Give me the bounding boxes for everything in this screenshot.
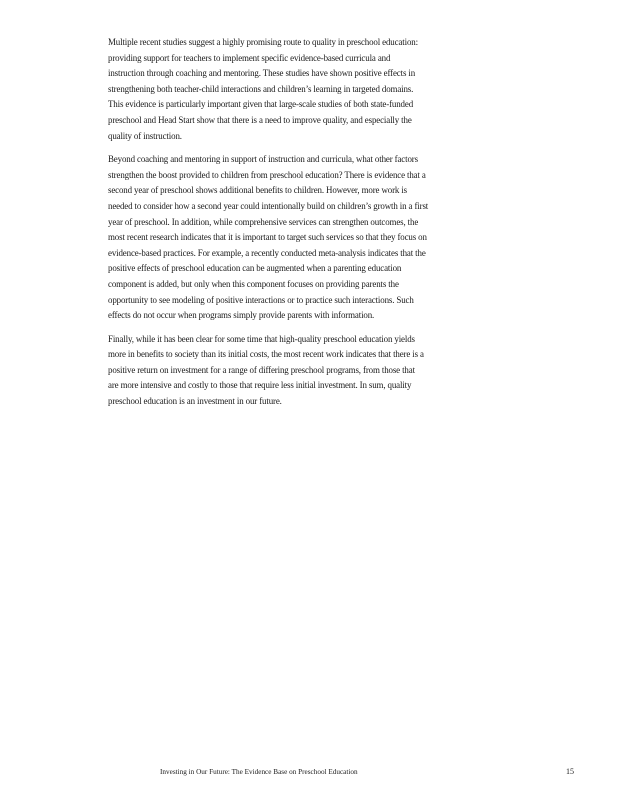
text-line: instruction through coaching and mentoring. These studies have shown positive effects in: [108, 68, 416, 80]
text-line: are more intensive and costly to those that require less initial investment. In sum, quality: [108, 380, 412, 392]
text-line: Multiple recent studies suggest a highly promising route to quality in preschool education:: [108, 37, 418, 48]
paragraph-1: [108, 35, 470, 144]
text-line: component is added, but only when this component focuses on providing parents the: [108, 278, 399, 290]
text-line: positive effects of preschool education can be augmented when a parenting education: [108, 263, 402, 275]
page-number: 15: [566, 767, 574, 776]
text-line: more in benefits to society than its initial costs, the most recent work indicates that there is a: [108, 349, 424, 361]
paragraph-3: [108, 332, 470, 410]
text-line: positive return on investment for a range of differing preschool programs, from those that: [108, 364, 415, 376]
text-line: most recent research indicates that it is important to target such services so that they focus on: [108, 232, 427, 244]
text-line: second year of preschool shows additional benefits to children. However, more work is: [108, 185, 407, 197]
body-text: [108, 35, 470, 418]
text-line: effects do not occur when programs simply provide parents with information.: [108, 310, 375, 322]
text-line: preschool and Head Start show that there is a need to improve quality, and especially the: [108, 114, 412, 126]
text-line: needed to consider how a second year could intentionally build on children’s growth in a first: [108, 200, 429, 212]
text-line: This evidence is particularly important given that large-scale studies of both state-funded: [108, 99, 414, 111]
text-line: evidence-based practices. For example, a recently conducted meta-analysis indicates that the: [108, 247, 426, 259]
text-line: providing support for teachers to implement specific evidence-based curricula and: [108, 52, 391, 64]
text-line: strengthen the boost provided to children from preschool education? There is evidence that a: [108, 169, 426, 181]
footer-title: Investing in Our Future: The Evidence Base on Preschool Education: [160, 767, 358, 776]
text-line: opportunity to see modeling of positive interactions or to practice such interactions. Such: [108, 294, 414, 306]
text-line: preschool education is an investment in our future.: [108, 396, 282, 408]
paragraph-2: [108, 152, 470, 324]
text-line: quality of instruction.: [108, 130, 182, 142]
text-line: strengthening both teacher-child interactions and children’s learning in targeted domains.: [108, 83, 414, 95]
text-line: Finally, while it has been clear for some time that high-quality preschool education yields: [108, 333, 415, 345]
text-line: year of preschool. In addition, while comprehensive services can strengthen outcomes, the: [108, 216, 419, 228]
text-line: Beyond coaching and mentoring in support of instruction and curricula, what other factors: [108, 154, 418, 166]
